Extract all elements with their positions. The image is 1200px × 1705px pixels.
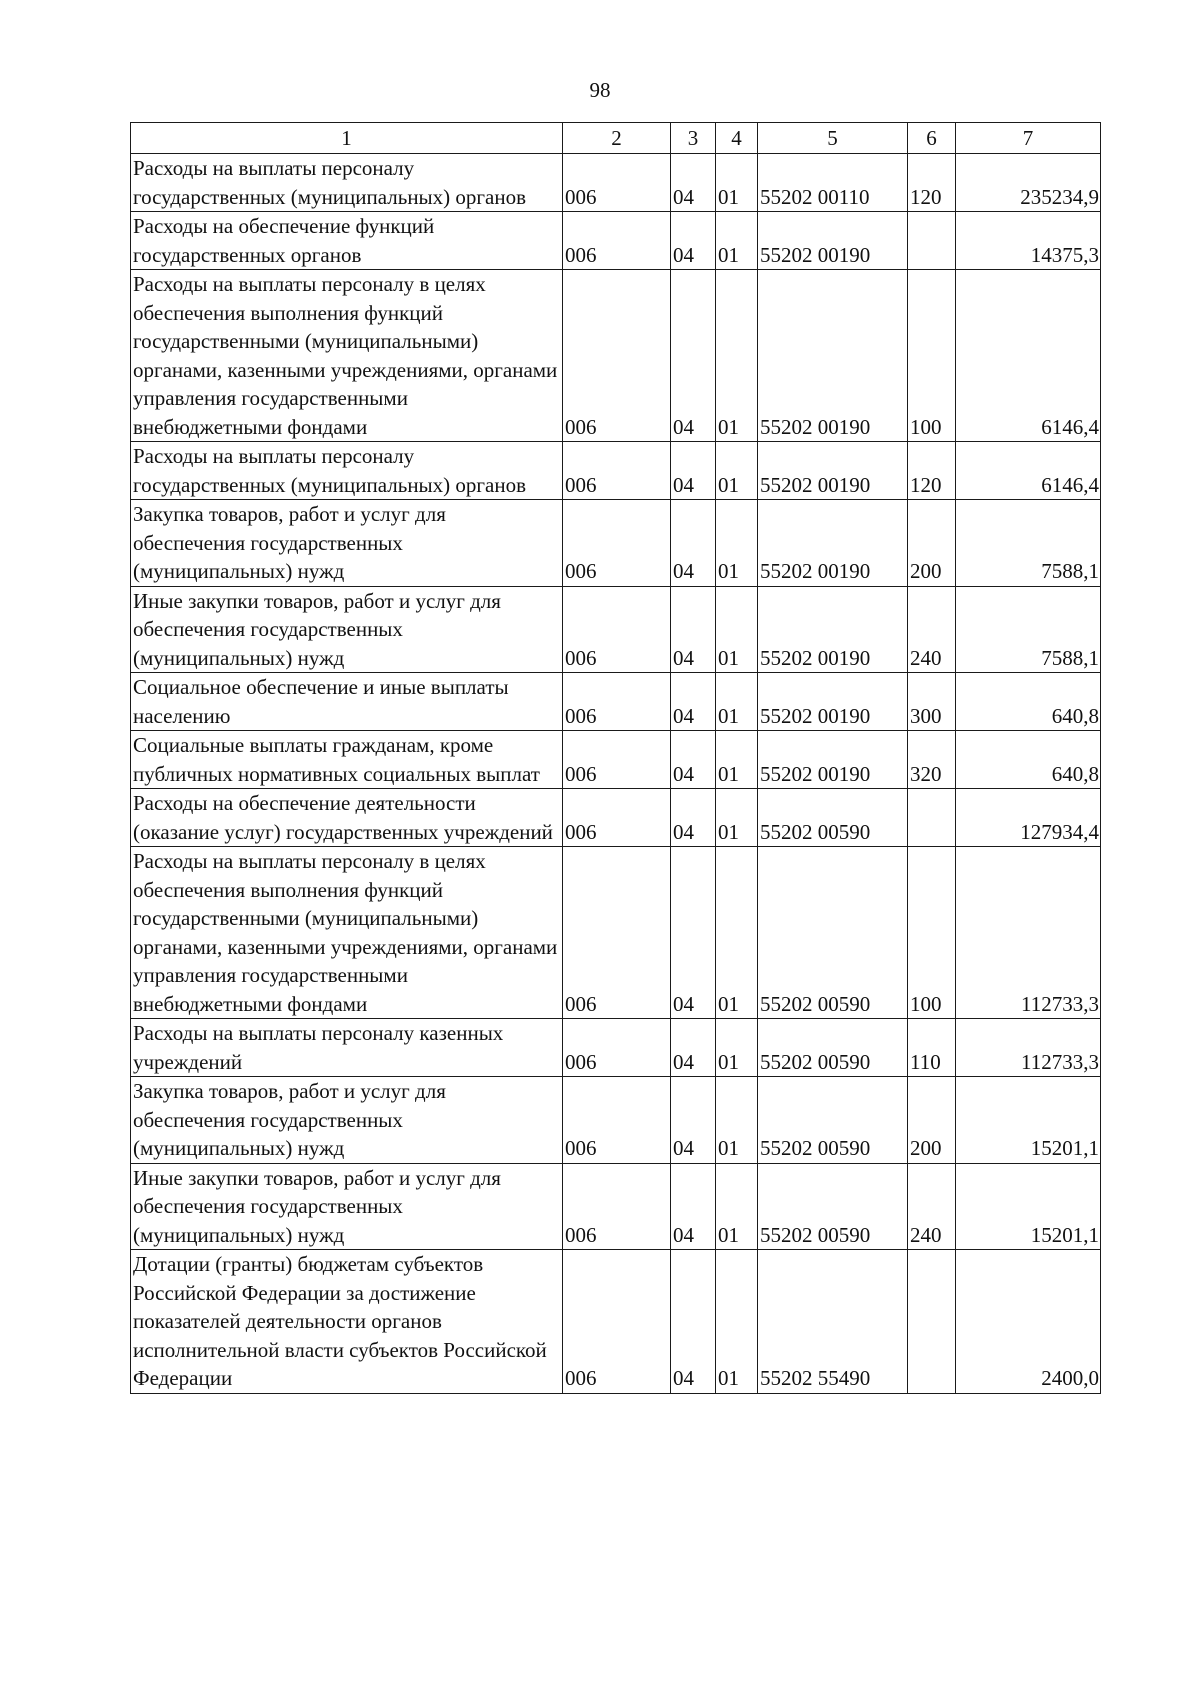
table-row (131, 731, 1101, 789)
cell-col-5: 55202 00590 (758, 1077, 908, 1164)
cell-col-7: 15201,1 (956, 1163, 1101, 1250)
cell-col-2: 006 (563, 270, 671, 442)
cell-expense-name: Расходы на обеспечение функций государственных органов (131, 212, 563, 270)
cell-expense-name: Иные закупки товаров, работ и услуг для обеспечения государственных (муниципальных) нужд (131, 1163, 563, 1250)
table-row (131, 673, 1101, 731)
cell-col-5: 55202 00190 (758, 500, 908, 587)
table-row (131, 1250, 1101, 1394)
cell-col-6 (908, 212, 956, 270)
cell-expense-name: Расходы на обеспечение деятельности (оказание услуг) государственных учреждений (131, 789, 563, 847)
cell-col-6 (908, 1250, 956, 1394)
cell-col-7: 112733,3 (956, 847, 1101, 1019)
header-cell: 7 (956, 123, 1101, 154)
cell-col-2: 006 (563, 789, 671, 847)
cell-col-2: 006 (563, 847, 671, 1019)
cell-col-4: 01 (716, 442, 758, 500)
cell-col-7: 112733,3 (956, 1019, 1101, 1077)
table-header-row (131, 123, 1101, 154)
cell-col-4: 01 (716, 212, 758, 270)
cell-col-7: 6146,4 (956, 270, 1101, 442)
cell-col-4: 01 (716, 500, 758, 587)
cell-col-6: 110 (908, 1019, 956, 1077)
cell-col-7: 640,8 (956, 673, 1101, 731)
cell-col-2: 006 (563, 673, 671, 731)
cell-col-7: 15201,1 (956, 1077, 1101, 1164)
table-row (131, 847, 1101, 1019)
cell-col-3: 04 (671, 731, 716, 789)
cell-expense-name: Расходы на выплаты персоналу казенных учреждений (131, 1019, 563, 1077)
cell-col-3: 04 (671, 500, 716, 587)
table-row (131, 500, 1101, 587)
cell-col-2: 006 (563, 1077, 671, 1164)
cell-col-4: 01 (716, 789, 758, 847)
cell-col-5: 55202 00190 (758, 270, 908, 442)
cell-expense-name: Расходы на выплаты персоналу государственных (муниципальных) органов (131, 154, 563, 212)
cell-col-5: 55202 00110 (758, 154, 908, 212)
cell-col-3: 04 (671, 212, 716, 270)
cell-col-2: 006 (563, 212, 671, 270)
cell-col-2: 006 (563, 1250, 671, 1394)
cell-col-6: 240 (908, 1163, 956, 1250)
header-cell: 6 (908, 123, 956, 154)
cell-col-3: 04 (671, 673, 716, 731)
cell-expense-name: Иные закупки товаров, работ и услуг для обеспечения государственных (муниципальных) нужд (131, 586, 563, 673)
cell-expense-name: Дотации (гранты) бюджетам субъектов Российской Федерации за достижение показателей деятельности органов исполнительной власти субъектов Российской Федерации (131, 1250, 563, 1394)
table-row (131, 154, 1101, 212)
cell-col-5: 55202 55490 (758, 1250, 908, 1394)
header-cell: 3 (671, 123, 716, 154)
cell-col-2: 006 (563, 1163, 671, 1250)
cell-expense-name: Расходы на выплаты персоналу в целях обеспечения выполнения функций государственными (муниципальными) органами, казенными учреждениями, органами управления государственными внебюджетными фондами (131, 270, 563, 442)
table-row (131, 1163, 1101, 1250)
cell-col-4: 01 (716, 1163, 758, 1250)
table-row (131, 442, 1101, 500)
cell-col-2: 006 (563, 442, 671, 500)
cell-col-5: 55202 00190 (758, 212, 908, 270)
table-row (131, 212, 1101, 270)
table-row (131, 1077, 1101, 1164)
cell-col-3: 04 (671, 586, 716, 673)
cell-col-4: 01 (716, 1077, 758, 1164)
cell-col-7: 2400,0 (956, 1250, 1101, 1394)
cell-col-7: 6146,4 (956, 442, 1101, 500)
cell-col-3: 04 (671, 270, 716, 442)
cell-col-4: 01 (716, 1250, 758, 1394)
cell-col-3: 04 (671, 1163, 716, 1250)
cell-col-3: 04 (671, 154, 716, 212)
budget-table (130, 122, 1101, 1394)
cell-col-7: 14375,3 (956, 212, 1101, 270)
cell-col-3: 04 (671, 847, 716, 1019)
cell-col-4: 01 (716, 154, 758, 212)
cell-col-3: 04 (671, 1077, 716, 1164)
cell-col-5: 55202 00190 (758, 442, 908, 500)
cell-expense-name: Закупка товаров, работ и услуг для обеспечения государственных (муниципальных) нужд (131, 500, 563, 587)
cell-col-6: 300 (908, 673, 956, 731)
cell-expense-name: Расходы на выплаты персоналу государственных (муниципальных) органов (131, 442, 563, 500)
cell-col-5: 55202 00590 (758, 1019, 908, 1077)
cell-col-2: 006 (563, 586, 671, 673)
cell-col-7: 235234,9 (956, 154, 1101, 212)
cell-col-4: 01 (716, 847, 758, 1019)
cell-col-5: 55202 00590 (758, 847, 908, 1019)
cell-col-5: 55202 00190 (758, 673, 908, 731)
cell-col-6: 100 (908, 847, 956, 1019)
cell-col-7: 127934,4 (956, 789, 1101, 847)
cell-col-2: 006 (563, 500, 671, 587)
cell-col-2: 006 (563, 1019, 671, 1077)
cell-expense-name: Социальные выплаты гражданам, кроме публичных нормативных социальных выплат (131, 731, 563, 789)
header-cell: 2 (563, 123, 671, 154)
table-row (131, 1019, 1101, 1077)
cell-col-6: 120 (908, 442, 956, 500)
cell-col-6: 240 (908, 586, 956, 673)
header-cell: 5 (758, 123, 908, 154)
header-cell: 4 (716, 123, 758, 154)
cell-col-3: 04 (671, 442, 716, 500)
cell-col-2: 006 (563, 731, 671, 789)
cell-col-4: 01 (716, 1019, 758, 1077)
cell-col-5: 55202 00190 (758, 586, 908, 673)
cell-col-6: 200 (908, 1077, 956, 1164)
cell-col-4: 01 (716, 673, 758, 731)
cell-col-7: 7588,1 (956, 500, 1101, 587)
cell-col-4: 01 (716, 731, 758, 789)
cell-col-7: 7588,1 (956, 586, 1101, 673)
cell-col-2: 006 (563, 154, 671, 212)
cell-col-3: 04 (671, 1019, 716, 1077)
cell-col-4: 01 (716, 270, 758, 442)
cell-col-6: 100 (908, 270, 956, 442)
page-number: 98 (589, 78, 611, 102)
cell-expense-name: Закупка товаров, работ и услуг для обеспечения государственных (муниципальных) нужд (131, 1077, 563, 1164)
cell-expense-name: Расходы на выплаты персоналу в целях обеспечения выполнения функций государственными (муниципальными) органами, казенными учреждениями, органами управления государственными внебюджетными фондами (131, 847, 563, 1019)
table-row (131, 789, 1101, 847)
table-row (131, 586, 1101, 673)
cell-expense-name: Социальное обеспечение и иные выплаты населению (131, 673, 563, 731)
cell-col-6: 120 (908, 154, 956, 212)
cell-col-5: 55202 00590 (758, 1163, 908, 1250)
cell-col-3: 04 (671, 789, 716, 847)
cell-col-4: 01 (716, 586, 758, 673)
cell-col-7: 640,8 (956, 731, 1101, 789)
cell-col-3: 04 (671, 1250, 716, 1394)
cell-col-6 (908, 789, 956, 847)
cell-col-5: 55202 00190 (758, 731, 908, 789)
header-cell: 1 (131, 123, 563, 154)
cell-col-6: 200 (908, 500, 956, 587)
cell-col-5: 55202 00590 (758, 789, 908, 847)
cell-col-6: 320 (908, 731, 956, 789)
table-row (131, 270, 1101, 442)
